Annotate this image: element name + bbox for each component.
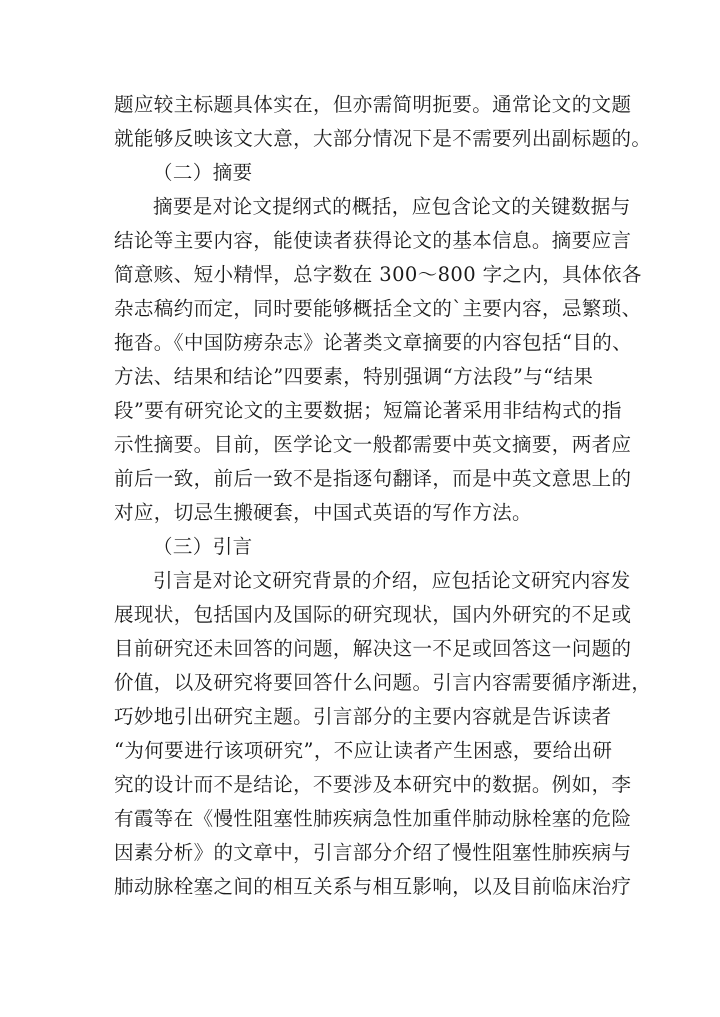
section-heading-abstract: （二）摘要 bbox=[153, 161, 253, 184]
text-line: 杂志稿约而定，同时要能够概括全文的`主要内容，忌繁琐、 bbox=[114, 297, 642, 320]
text-line: 有霞等在《慢性阻塞性肺疾病急性加重伴肺动脉栓塞的危险 bbox=[114, 807, 632, 830]
text-line: 价值，以及研究将要回答什么问题。引言内容需要循序渐进， bbox=[114, 671, 652, 694]
text-line: 拖沓。《中国防痨杂志》论著类文章摘要的内容包括“目的、 bbox=[114, 331, 633, 354]
text-line: 前后一致，前后一致不是指逐句翻译，而是中英文意思上的 bbox=[114, 467, 632, 490]
section-heading-introduction: （三）引言 bbox=[153, 535, 253, 558]
text-line: 方法、结果和结论”四要素，特别强调“方法段”与“结果 bbox=[114, 365, 594, 388]
text-line: 就能够反映该文大意，大部分情况下是不需要列出副标题的。 bbox=[114, 127, 652, 150]
text-line: 段”要有研究论文的主要数据；短篇论著采用非结构式的指 bbox=[114, 399, 622, 422]
text-line: 简意赅、短小精悍，总字数在 300～800 字之内，具体依各 bbox=[114, 263, 642, 286]
text-line: 展现状，包括国内及国际的研究现状，国内外研究的不足或 bbox=[114, 603, 632, 626]
intro-paragraph bbox=[114, 88, 652, 156]
text-line: “为何要进行该项研究”，不应让读者产生困惑，要给出研 bbox=[114, 739, 613, 762]
text-line: 究的设计而不是结论，不要涉及本研究中的数据。例如，李 bbox=[114, 773, 632, 796]
text-line: 因素分析》的文章中，引言部分介绍了慢性阻塞性肺疾病与 bbox=[114, 841, 632, 864]
abstract-paragraph bbox=[114, 190, 642, 530]
text-line: 目前研究还未回答的问题，解决这一不足或回答这一问题的 bbox=[114, 637, 632, 660]
text-line: 巧妙地引出研究主题。引言部分的主要内容就是告诉读者 bbox=[114, 705, 612, 728]
text-line: 对应，切忌生搬硬套，中国式英语的写作方法。 bbox=[114, 501, 532, 524]
text-line: 题应较主标题具体实在，但亦需简明扼要。通常论文的文题 bbox=[114, 93, 632, 116]
text-line: 示性摘要。目前，医学论文一般都需要中英文摘要，两者应 bbox=[114, 433, 632, 456]
text-line: 结论等主要内容，能使读者获得论文的基本信息。摘要应言 bbox=[114, 229, 632, 252]
document-page bbox=[114, 88, 652, 904]
introduction-paragraph bbox=[114, 564, 652, 904]
text-line: 引言是对论文研究背景的介绍，应包括论文研究内容发 bbox=[153, 569, 631, 592]
text-line: 肺动脉栓塞之间的相互关系与相互影响，以及目前临床治疗 bbox=[114, 875, 632, 898]
text-line: 摘要是对论文提纲式的概括，应包含论文的关键数据与 bbox=[153, 195, 631, 218]
